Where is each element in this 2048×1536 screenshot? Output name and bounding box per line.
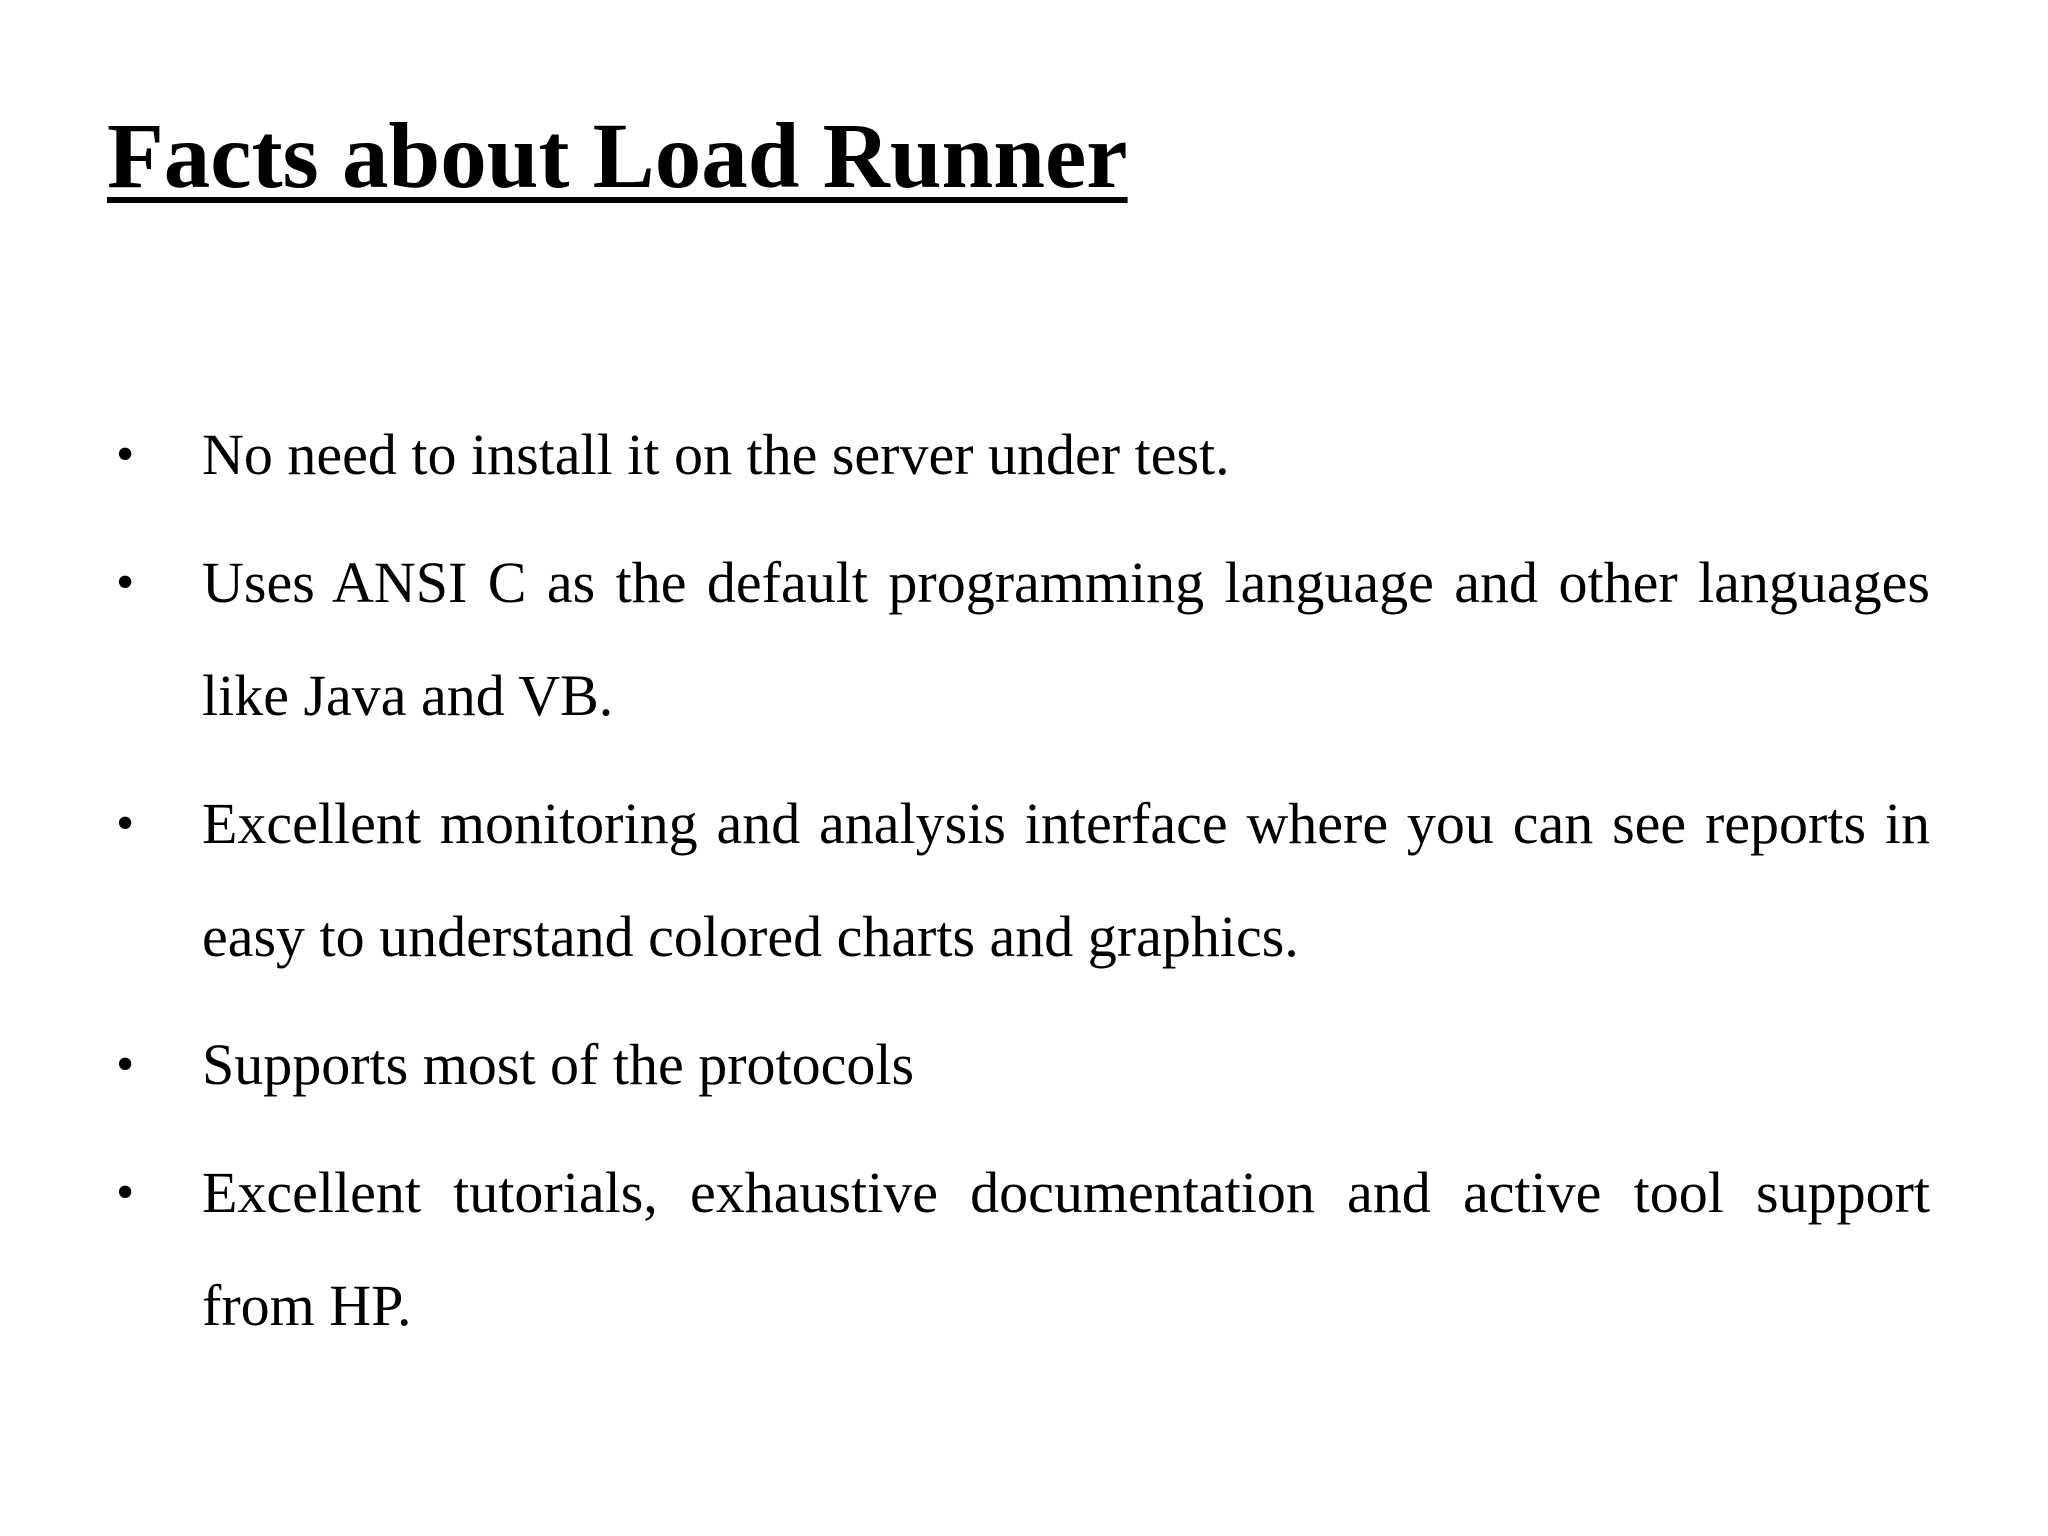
bullet-icon: •: [116, 1164, 135, 1221]
bullet-icon: •: [116, 554, 135, 611]
bullet-text: Excellent tutorials, exhaustive documentation and active tool support from HP.: [202, 1160, 1930, 1338]
bullet-icon: •: [116, 426, 135, 483]
slide-title: Facts about Load Runner: [107, 105, 1128, 208]
bullet-item: [112, 1008, 1930, 1121]
bullet-item: [112, 767, 1930, 993]
bullet-item: [112, 398, 1930, 511]
bullet-list: [112, 398, 1930, 1377]
bullet-text: No need to install it on the server under test.: [202, 422, 1230, 487]
bullet-item: [112, 1136, 1930, 1362]
bullet-text: Supports most of the protocols: [202, 1032, 915, 1097]
bullet-item: [112, 526, 1930, 752]
bullet-text: Excellent monitoring and analysis interface where you can see reports in easy to understand colored charts and graphics.: [202, 791, 1930, 969]
bullet-icon: •: [116, 1036, 135, 1093]
bullet-text: Uses ANSI C as the default programming language and other languages like Java and VB.: [202, 550, 1930, 728]
bullet-icon: •: [116, 795, 135, 852]
